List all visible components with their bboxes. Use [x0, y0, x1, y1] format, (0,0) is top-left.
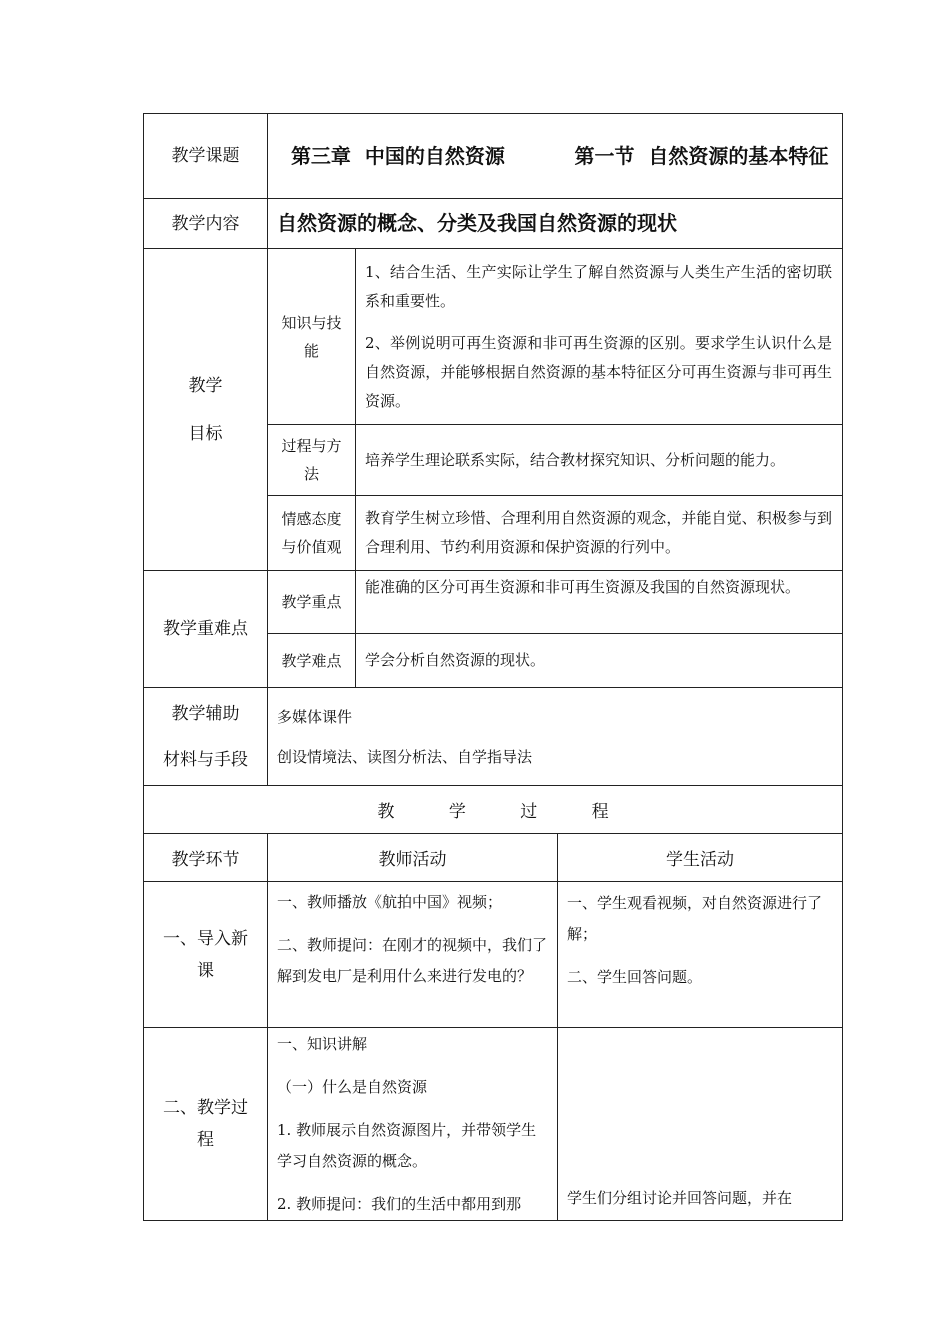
content-value: 自然资源的概念、分类及我国自然资源的现状 [268, 199, 843, 249]
emotion-label-text: 情感态度与价值观 [281, 510, 342, 556]
lesson-plan-sheet [143, 113, 842, 1221]
aids-row [144, 688, 843, 786]
goals-label-line1: 教学 [188, 375, 223, 396]
content-label: 教学内容 [144, 199, 268, 249]
stage-row [144, 882, 843, 1028]
teacher-step: 二、教师提问：在刚才的视频中，我们了解到发电厂是利用什么来进行发电的？ [277, 936, 548, 985]
student-step: 学生们分组讨论并回答问题，并在 [567, 1189, 793, 1207]
goals-knowledge-row [144, 249, 843, 425]
content-row [144, 199, 843, 249]
process-text: 培养学生理论联系实际，结合教材探究知识、分析问题的能力。 [356, 425, 843, 496]
aids-label-line2: 材料与手段 [163, 749, 248, 770]
knowledge-label [268, 249, 356, 425]
subject-row [144, 114, 843, 199]
teacher-step: 一、教师播放《航拍中国》视频； [277, 893, 503, 911]
difficulty-label: 教学难点 [268, 634, 356, 688]
stage-name [144, 1028, 268, 1221]
focus-label: 教学重点 [268, 571, 356, 634]
knowledge-point-1: 1、结合生活、生产实际让学生了解自然资源与人类生产生活的密切联系和重要性。 [365, 262, 833, 310]
process-header-char-4: 程 [591, 802, 609, 822]
goals-label-line2: 目标 [188, 423, 223, 444]
student-step: 一、学生观看视频，对自然资源进行了解； [567, 894, 823, 943]
column-header-row [144, 834, 843, 882]
stage-teacher-activity [268, 882, 558, 1028]
subject-label: 教学课题 [144, 114, 268, 199]
subject-value: 第三章 中国的自然资源 第一节 自然资源的基本特征 [268, 114, 843, 199]
aids-label-line1: 教学辅助 [171, 703, 240, 724]
difficulty-text: 学会分析自然资源的现状。 [356, 634, 843, 688]
column-stage-header: 教学环节 [144, 834, 268, 882]
aids-line-1: 多媒体课件 [277, 707, 353, 726]
process-header-row [144, 786, 843, 834]
emotion-label [268, 496, 356, 571]
lesson-plan-table [143, 113, 843, 1221]
column-student-header: 学生活动 [558, 834, 843, 882]
goals-label [144, 249, 268, 571]
stage-teacher-activity [268, 1028, 558, 1221]
teacher-step: 1. 教师展示自然资源图片，并带领学生学习自然资源的概念。 [277, 1121, 537, 1170]
emotion-text: 教育学生树立珍惜、合理利用自然资源的观念，并能自觉、积极参与到合理利用、节约利用资源和保护资源的行列中。 [356, 496, 843, 571]
process-header-char-1: 教 [377, 802, 395, 822]
student-step: 二、学生回答问题。 [567, 968, 703, 986]
aids-text [268, 688, 843, 786]
stage-student-activity [558, 1028, 843, 1221]
focus-row [144, 571, 843, 634]
knowledge-label-text: 知识与技能 [281, 313, 342, 360]
stage-name-text: 二、教学过程 [163, 1098, 248, 1150]
teacher-step: （一）什么是自然资源 [277, 1078, 428, 1096]
stage-name-text: 一、导入新课 [163, 928, 248, 981]
stage-row [144, 1028, 843, 1221]
aids-label [144, 688, 268, 786]
process-header [144, 786, 843, 834]
teacher-step: 一、知识讲解 [277, 1035, 368, 1053]
process-label [268, 425, 356, 496]
knowledge-point-2: 2、举例说明可再生资源和非可再生资源的区别。要求学生认识什么是自然资源，并能够根据自然资源的基本特征区分可再生资源与非可再生资源。 [365, 333, 833, 410]
aids-line-2: 创设情境法、读图分析法、自学指导法 [277, 747, 533, 766]
teacher-step: 2. 教师提问：我们的生活中都用到那 [277, 1195, 522, 1213]
column-teacher-header: 教师活动 [268, 834, 558, 882]
stage-student-activity [558, 882, 843, 1028]
process-header-char-2: 学 [448, 802, 466, 822]
keypoints-label: 教学重难点 [144, 571, 268, 688]
process-label-text: 过程与方法 [281, 437, 342, 483]
knowledge-text [356, 249, 843, 425]
process-header-char-3: 过 [520, 802, 538, 822]
stage-name [144, 882, 268, 1028]
focus-text: 能准确的区分可再生资源和非可再生资源及我国的自然资源现状。 [356, 571, 843, 634]
